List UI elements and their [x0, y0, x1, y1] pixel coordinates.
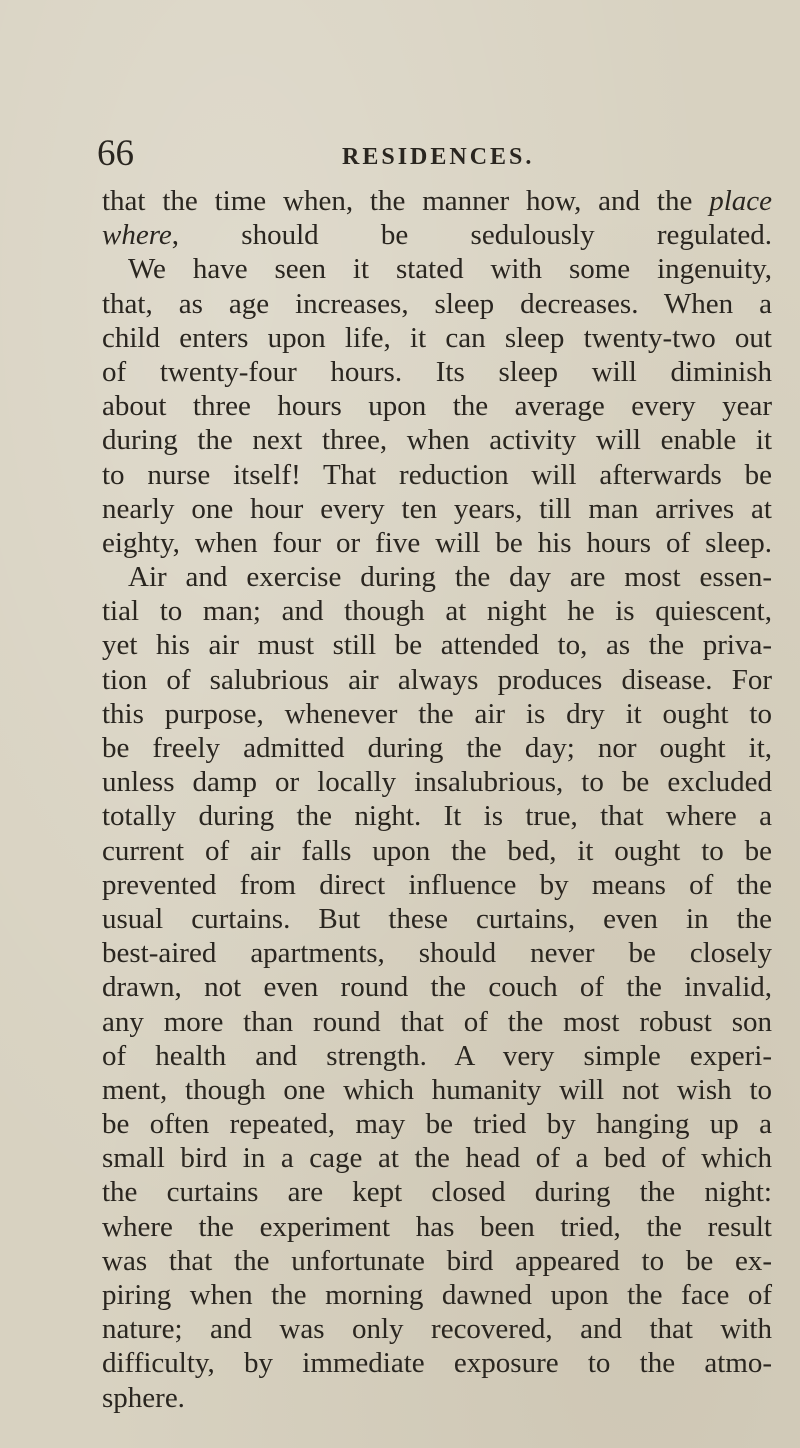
text-line: during the next three, when activity will enable it: [102, 424, 772, 457]
text-line: of health and strength. A very simple experi-: [102, 1039, 772, 1072]
text-line: to nurse itself! That reduction will afterwards be: [102, 458, 772, 491]
text-line: nearly one hour every ten years, till man arrives at: [102, 492, 772, 525]
text-line: that, as age increases, sleep decreases. When a: [102, 287, 772, 320]
text-line: where the experiment has been tried, the result: [102, 1210, 772, 1243]
text-line: usual curtains. But these curtains, even in the: [102, 902, 772, 935]
paragraph-start-line: We have seen it stated with some ingenuity,: [128, 253, 772, 286]
text-line: was that the unfortunate bird appeared to be ex-: [102, 1244, 772, 1277]
text-line: piring when the morning dawned upon the face of: [102, 1279, 772, 1311]
text-line: difficulty, by immediate exposure to the atmo-: [102, 1347, 772, 1380]
text-line: sphere.: [102, 1381, 185, 1414]
text-line: where, should be sedulously regulated.: [102, 219, 772, 252]
text-line: the curtains are kept closed during the night:: [102, 1176, 772, 1209]
text-line: be often repeated, may be tried by hanging up a: [102, 1108, 772, 1141]
text-line: any more than round that of the most robust son: [102, 1005, 772, 1038]
text-line: ment, though one which humanity will not wish to: [102, 1073, 772, 1106]
text-line: prevented from direct influence by means of the: [102, 868, 772, 901]
text-line: yet his air must still be attended to, as the priva-: [102, 629, 772, 662]
body-text: [102, 184, 772, 1415]
page-header: [0, 134, 800, 174]
text-line: tial to man; and though at night he is quiescent,: [102, 595, 772, 628]
text-line: tion of salubrious air always produces disease. For: [102, 663, 772, 696]
text-line: eighty, when four or five will be his hours of sleep.: [102, 526, 772, 559]
running-head: RESIDENCES.: [342, 144, 535, 170]
text-line: small bird in a cage at the head of a bed of which: [102, 1142, 772, 1175]
text-line: about three hours upon the average every year: [102, 390, 772, 423]
text-line: of twenty-four hours. Its sleep will diminish: [102, 355, 772, 388]
text-line: unless damp or locally insalubrious, to be excluded: [102, 766, 772, 799]
page-number: 66: [97, 133, 134, 174]
text-line: that the time when, the manner how, and the place: [102, 185, 772, 217]
text-line: current of air falls upon the bed, it ought to be: [102, 834, 772, 867]
text-line: drawn, not even round the couch of the invalid,: [102, 971, 772, 1004]
text-line: nature; and was only recovered, and that with: [102, 1313, 772, 1346]
text-line: child enters upon life, it can sleep twenty-two out: [102, 321, 772, 354]
text-line: be freely admitted during the day; nor ought it,: [102, 732, 772, 764]
text-line: this purpose, whenever the air is dry it ought to: [102, 697, 772, 730]
paragraph-start-line: Air and exercise during the day are most essen-: [128, 561, 772, 594]
text-line: best-aired apartments, should never be closely: [102, 937, 772, 970]
text-line: totally during the night. It is true, that where a: [102, 800, 772, 833]
